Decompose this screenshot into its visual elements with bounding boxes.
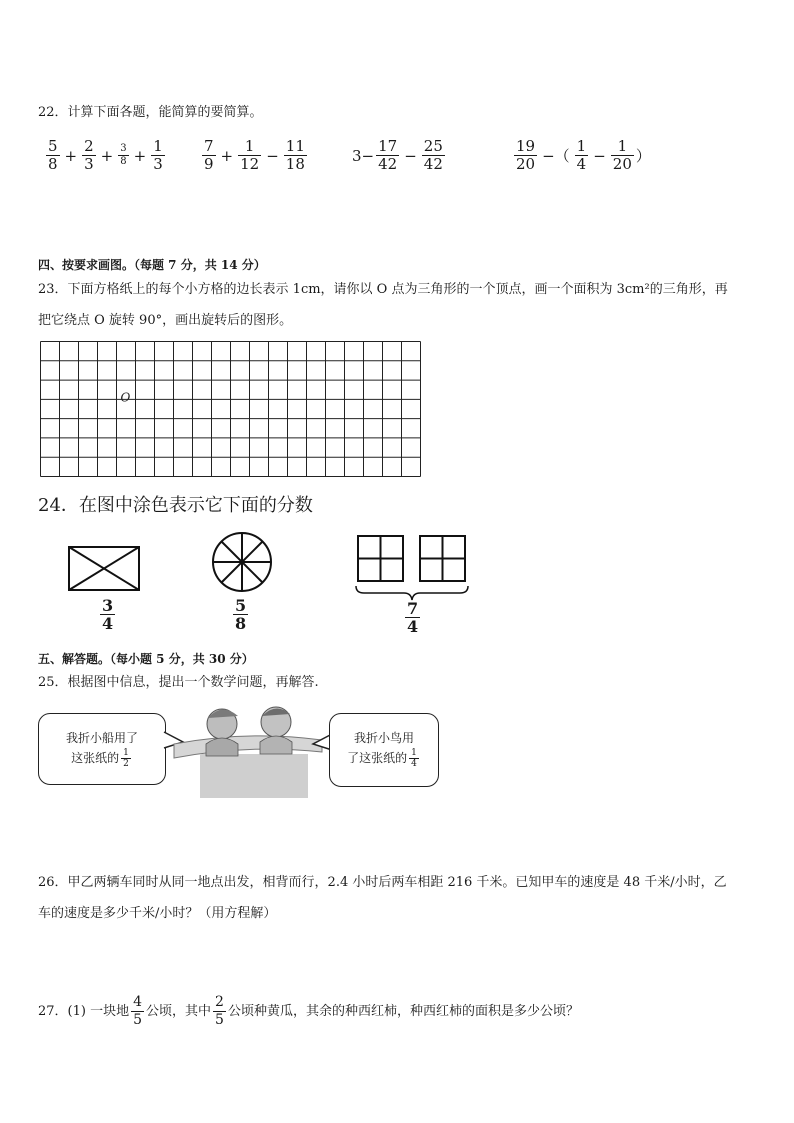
fraction-7-4: $\frac{7}{4}$ — [407, 599, 419, 636]
point-o-label: O — [120, 390, 131, 405]
expression-22-4: $\frac{19}{20}$ −（ $\frac{1}{4}$ − $\frac{1}{20}$ ） — [516, 137, 651, 173]
question-23-line-1: 23．下面方格纸上的每个小方格的边长表示 1cm，请你以 O 点为三角形的一个顶点，画一个面积为 3cm²的三角形，再 — [38, 282, 728, 297]
bubble-left-line-2: 这张纸的 $\frac{1}{2}$ — [71, 748, 129, 769]
question-26-line-2: 车的速度是多少千米/小时？（用方程解） — [38, 906, 277, 921]
fraction: $\frac{4}{5}$ — [133, 994, 143, 1028]
fraction-3-4: $\frac{3}{4}$ — [102, 596, 114, 633]
fraction: $\frac{25}{42}$ — [423, 137, 443, 173]
expression-22-2: $\frac{7}{9}$ + $\frac{1}{12}$ − $\frac{11}{18}$ — [204, 137, 305, 173]
question-26-line-1: 26．甲乙两辆车同时从同一地点出发，相背而行，2.4 小时后两车相距 216 千米。已知甲车的速度是 48 千米/小时，乙 — [38, 875, 727, 890]
question-23-line-2: 把它绕点 O 旋转 90°，画出旋转后的图形。 — [38, 313, 293, 328]
fraction: $\frac{2}{5}$ — [215, 994, 224, 1028]
bubble-right-line-2: 了这张纸的 $\frac{1}{4}$ — [347, 748, 417, 769]
circle-shape — [213, 533, 271, 591]
question-25-stem: 25．根据图中信息，提出一个数学问题，再解答. — [38, 675, 319, 690]
fraction: $\frac{11}{18}$ — [285, 137, 305, 173]
shapes-panel — [38, 530, 490, 638]
bubble-left-line-1: 我折小船用了 — [65, 731, 138, 745]
two-squares-shape — [356, 536, 468, 600]
fraction: $\frac{19}{20}$ — [516, 137, 536, 173]
fraction: $\frac{17}{42}$ — [378, 137, 398, 173]
fraction: $\frac{5}{8}$ — [48, 137, 58, 173]
fraction: $\frac{7}{9}$ — [204, 137, 214, 173]
fraction: $\frac{1}{3}$ — [153, 137, 163, 173]
expression-22-3: 3− $\frac{17}{42}$ − $\frac{25}{42}$ — [352, 137, 443, 173]
rectangle-shape — [69, 547, 139, 590]
fraction: $\frac{1}{20}$ — [612, 137, 632, 173]
fraction: $\frac{3}{8}$ — [120, 143, 127, 167]
fraction: $\frac{1}{12}$ — [240, 137, 260, 173]
fraction: $\frac{2}{3}$ — [84, 137, 94, 173]
grid-paper — [40, 341, 421, 477]
children-illustration — [172, 700, 324, 800]
expression-22-1: $\frac{5}{8}$ + $\frac{2}{3}$ + $\frac{3}{8}$ + $\frac{1}{3}$ — [48, 137, 163, 173]
fraction: $\frac{1}{4}$ — [576, 137, 587, 173]
question-24-stem: 24．在图中涂色表示它下面的分数 — [38, 495, 313, 516]
bubble-right-line-1: 我折小鸟用 — [353, 731, 414, 745]
fraction-5-8: $\frac{5}{8}$ — [235, 596, 247, 633]
speech-bubble-left — [38, 713, 166, 785]
section-4-heading: 四、按要求画图。（每题 7 分，共 14 分） — [38, 258, 266, 272]
speech-bubble-right — [329, 713, 439, 787]
question-22-stem: 22．计算下面各题，能简算的要简算。 — [38, 105, 263, 120]
question-27-1: 27．(1) 一块地 $\frac{4}{5}$ 公顷，其中 $\frac{2}{5}$ 公顷种黄瓜，其余的种西红柿，种西红柿的面积是多少公顷？ — [38, 994, 579, 1028]
section-5-heading: 五、解答题。（每小题 5 分，共 30 分） — [38, 652, 254, 666]
